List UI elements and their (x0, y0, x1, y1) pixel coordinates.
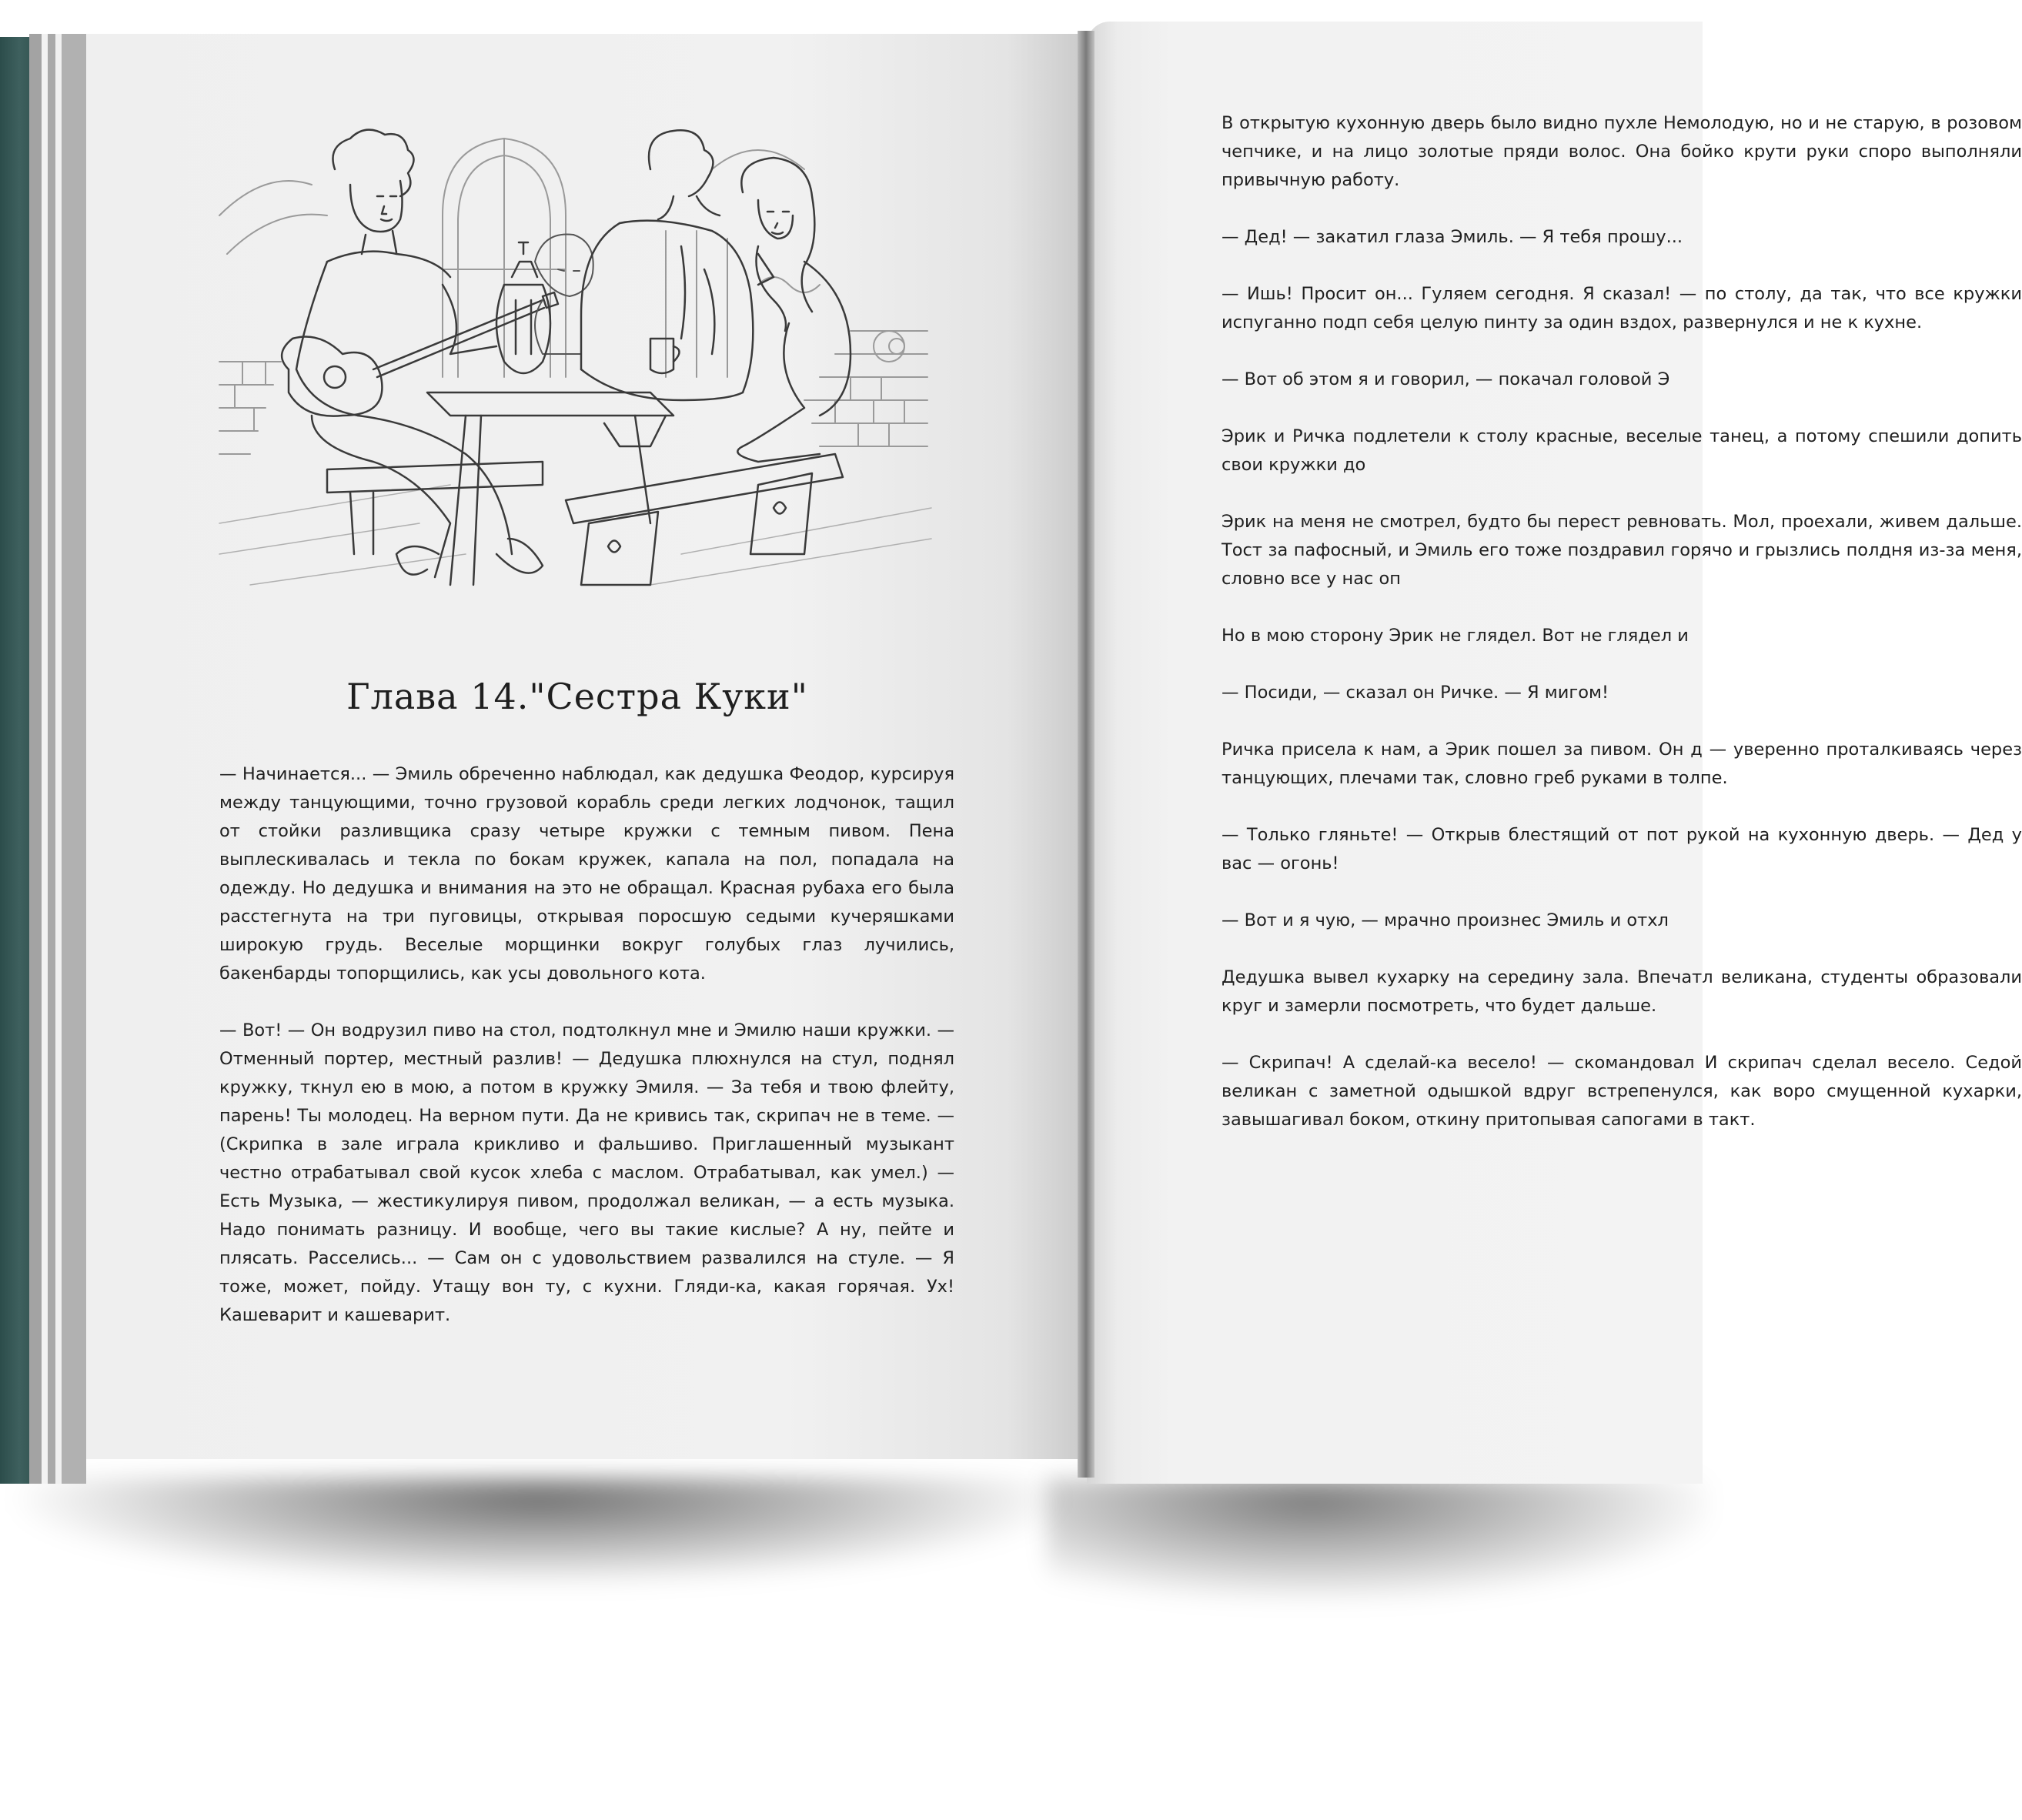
paragraph: Эрик и Ричка подлетели к столу красные, веселые танец, а потому спешили допить свои кружки до (1222, 426, 2022, 475)
book-cover-edge (0, 37, 32, 1484)
page-edge (62, 34, 86, 1484)
paragraph: — Ишь! Просит он... Гуляем сегодня. Я сказал! — по столу, да так, что все кружки испуганно подп себя целую пинту за один вздох, развернулся и не к кухне. (1222, 284, 2022, 332)
book-shadow-left (15, 1478, 1062, 1585)
paragraph: — Вот и я чую, — мрачно произнес Эмиль и отхл (1222, 910, 1669, 930)
right-page-viewport (1087, 22, 2022, 1484)
page-edge (29, 34, 42, 1484)
paragraph: — Только гляньте! — Открыв блестящий от пот рукой на кухонную дверь. — Дед у вас — огонь! (1222, 825, 2022, 873)
book-shadow-right (1047, 1478, 1709, 1601)
left-page-text (219, 760, 954, 1330)
paragraph: Но в мою сторону Эрик не глядел. Вот не глядел и (1222, 626, 1689, 646)
paragraph: Ричка присела к нам, а Эрик пошел за пивом. Он д — уверенно проталкиваясь через танцующих, плечами так, словно греб руками в толпе. (1222, 740, 2022, 788)
right-page-text (1222, 109, 2022, 1134)
paragraph: В открытую кухонную дверь было видно пухле Немолодую, но и не старую, в розовом чепчике, и на лицо золотые пряди волос. Она бойко крути руки споро выполняли привычную работу. (1222, 113, 2022, 190)
page-edge (42, 34, 48, 1484)
paragraph: — Вот об этом я и говорил, — покачал головой Э (1222, 369, 1670, 389)
paragraph: Дедушка вывел кухарку на середину зала. Впечатл великана, студенты образовали круг и замерли посмотреть, что будет дальше. (1222, 967, 2022, 1016)
page-edge (55, 34, 62, 1484)
paragraph: — Начинается... — Эмиль обреченно наблюдал, как дедушка Феодор, курсируя между танцующими, точно грузовой корабль среди легких лодчонок, тащил от стойки разливщика сразу четыре кружки с темным пивом. Пена выплескивалась и текла по бокам кружек, капала на пол, попадала на одежду. Но дедушка и внимания на это не обращал. Красная рубаха его была расстегнута на три пуговицы, открывая поросшую седыми кучеряшками широкую грудь. Веселые морщинки вокруг голубых глаз лучились, бакенбарды топорщились, как усы довольного кота. (219, 764, 954, 983)
page-edge (48, 34, 55, 1484)
chapter-title: Глава 14."Сестра Куки" (346, 676, 808, 717)
paragraph: — Дед! — закатил глаза Эмиль. — Я тебя прошу... (1222, 227, 1683, 247)
chapter-illustration (219, 123, 931, 616)
paragraph: — Посиди, — сказал он Ричке. — Я мигом! (1222, 683, 1609, 703)
paragraph: Эрик на меня не смотрел, будто бы перест ревновать. Мол, проехали, живем дальше. Тост за пафосный, и Эмиль его тоже поздравил горячо и грызлись полдня из-за меня, словно все у нас оп (1222, 512, 2022, 589)
paragraph: — Скрипач! А сделай-ка весело! — скомандовал И скрипач сделал весело. Седой великан с заметной одышкой вдруг встрепенулся, как воро смущенной кухарки, завышагивал боком, откину притопывая сапогами в такт. (1222, 1053, 2022, 1130)
paragraph: — Вот! — Он водрузил пиво на стол, подтолкнул мне и Эмилю наши кружки. — Отменный портер, местный разлив! — Дедушка плюхнулся на стул, поднял кружку, ткнул ею в мою, а потом в кружку Эмиля. — За тебя и твою флейту, парень! Ты молодец. На верном пути. Да не кривись так, скрипач не в теме. — (Скрипка в зале играла крикливо и фальшиво. Приглашенный музыкант честно отрабатывал свой кусок хлеба с маслом. Отрабатывал, как умел.) — Есть Музыка, — жестикулируя пивом, продолжал великан, — а есть музыка. Надо понимать разницу. И вообще, чего вы такие кислые? А ну, пейте и плясать. Расселись... — Сам он с удовольствием развалился на стуле. — Я тоже, может, пойду. Утащу вон ту, с кухни. Гляди-ка, какая горячая. Ух! Кашеварит и кашеварит. (219, 1020, 954, 1325)
